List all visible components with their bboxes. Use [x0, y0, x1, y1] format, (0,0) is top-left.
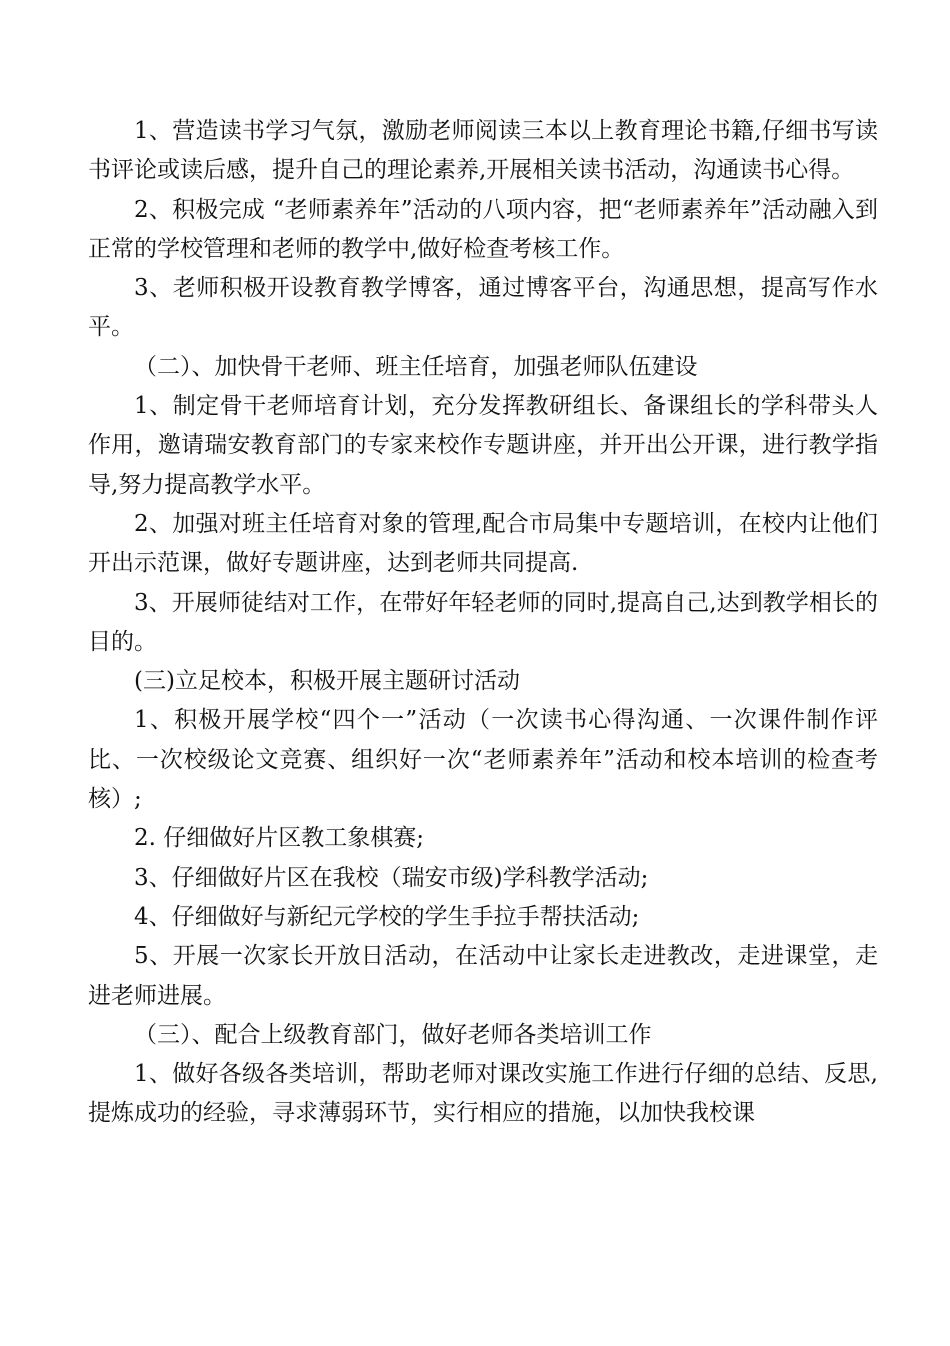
document-body: [88, 112, 878, 1134]
paragraph-reading-atmosphere: 1、营造读书学习气氛，激励老师阅读三本以上教育理论书籍,仔细书写读书评论或读后感，提升自己的理论素养,开展相关读书活动，沟通读书心得。: [88, 118, 878, 184]
paragraph-mentoring: 3、开展师徒结对工作，在带好年轻老师的同时,提高自己,达到教学相长的目的。: [88, 589, 878, 655]
section-heading-backbone-teachers: （二）、加快骨干老师、班主任培育，加强老师队伍建设: [134, 353, 698, 380]
paragraph-chess-competition: 2. 仔细做好片区教工象棋赛;: [134, 825, 425, 852]
paragraph-teaching-blog: 3、老师积极开设教育教学博客，通过博客平台，沟通思想，提高写作水平。: [88, 275, 878, 341]
section-heading-school-based-research: (三)立足校本，积极开展主题研讨活动: [134, 668, 520, 695]
paragraph-teacher-literacy-year: 2、积极完成 “老师素养年”活动的八项内容，把“老师素养年”活动融入到正常的学校管理和老师的教学中,做好检查考核工作。: [88, 196, 878, 262]
paragraph-district-teaching-activity: 3、仔细做好片区在我校（瑞安市级)学科教学活动;: [134, 864, 649, 891]
paragraph-four-ones-activity: 1、积极开展学校“四个一”活动（一次读书心得沟通、一次课件制作评比、一次校级论文竞赛、组织好一次“老师素养年”活动和校本培训的检查考核）;: [88, 707, 878, 813]
section-heading-training-work: （三）、配合上级教育部门，做好老师各类培训工作: [134, 1021, 652, 1048]
paragraph-head-teacher-training: 2、加强对班主任培育对象的管理,配合市局集中专题培训，在校内让他们开出示范课，做好专题讲座，达到老师共同提高.: [88, 510, 878, 577]
paragraph-backbone-plan: 1、制定骨干老师培育计划，充分发挥教研组长、备课组长的学科带头人作用，邀请瑞安教育部门的专家来校作专题讲座，并开出公开课，进行教学指导,努力提高教学水平。: [88, 393, 878, 498]
paragraph-training-summary: 1、做好各级各类培训，帮助老师对课改实施工作进行仔细的总结、反思,提炼成功的经验，寻求薄弱环节，实行相应的措施，以加快我校课: [88, 1061, 878, 1127]
paragraph-parent-open-day: 5、开展一次家长开放日活动，在活动中让家长走进教改，走进课堂，走进老师进展。: [88, 943, 878, 1009]
paragraph-hand-in-hand-activity: 4、仔细做好与新纪元学校的学生手拉手帮扶活动;: [134, 903, 640, 930]
